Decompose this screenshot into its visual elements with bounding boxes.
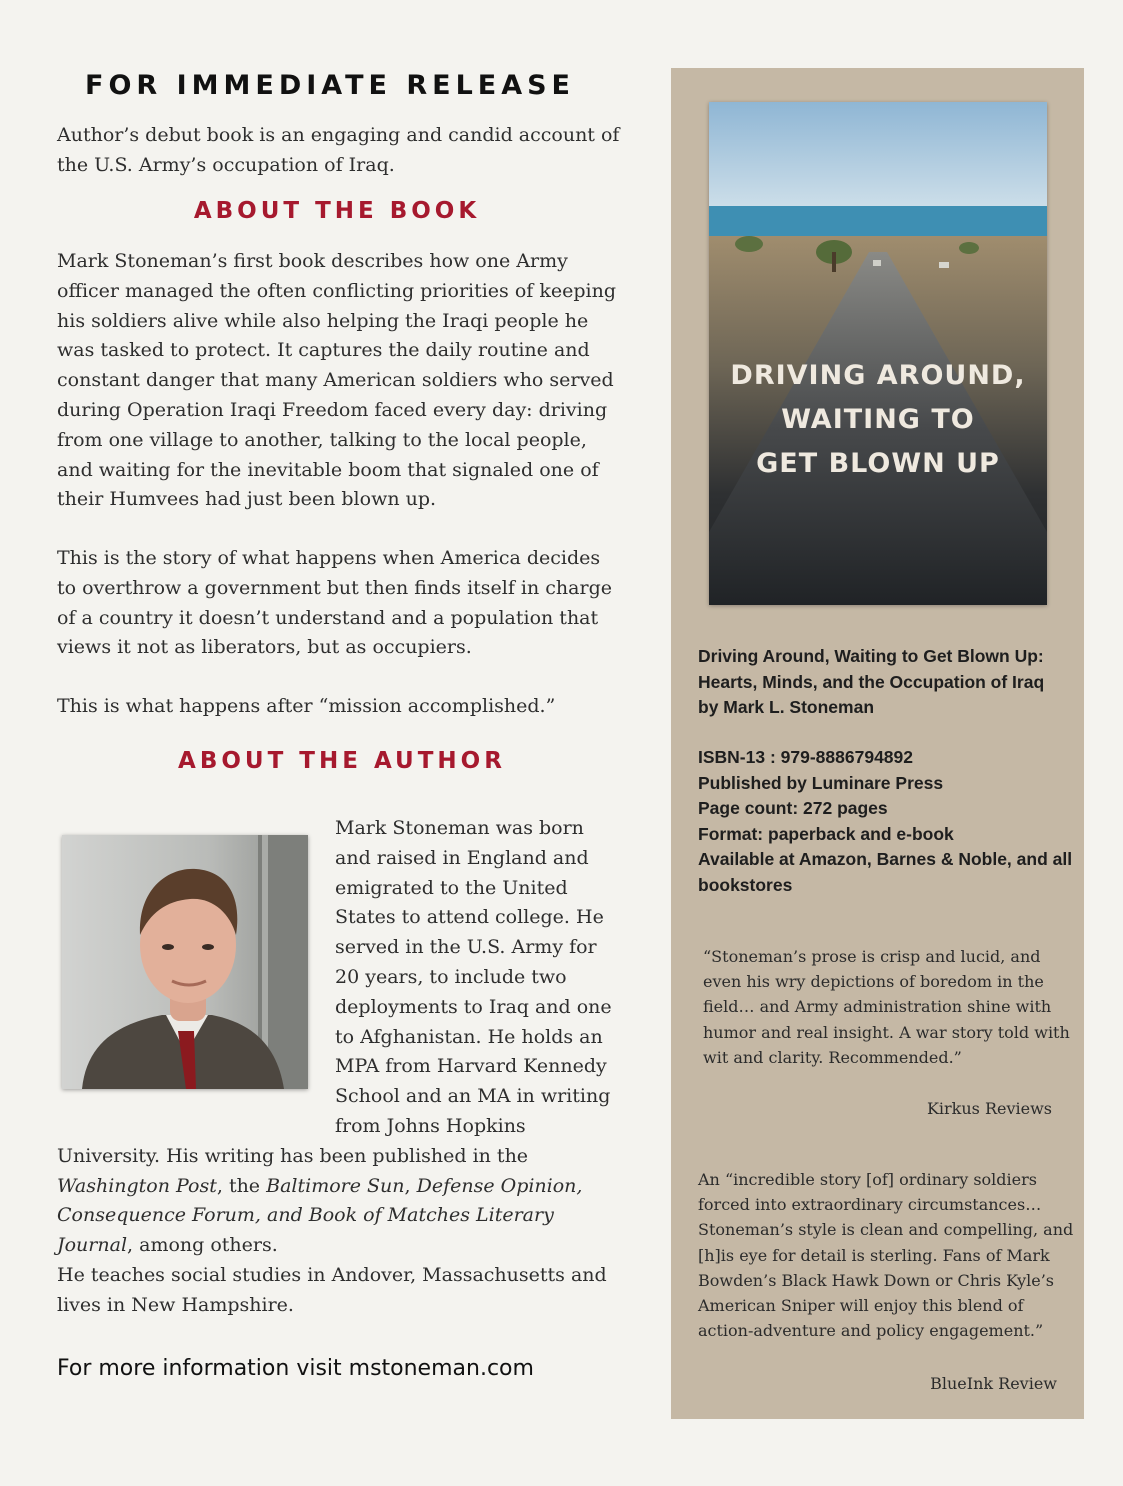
- book-description-paragraph: Mark Stoneman’s first book describes how one Army officer managed the often conflicting priorities of keeping his soldiers alive while also helping the Iraqi people he was tasked to protect. It captures the daily routine and constant danger that many American soldiers who served during Operation Iraqi Freedom faced every day: driving from one village to another, talking to the local people, and waiting for the inevitable boom that signaled one of their Humvees had just been blown up.: [57, 250, 616, 511]
- review-quote: An “incredible story [of] ordinary soldiers forced into extraordinary circumstances… Stoneman’s style is clean and compelling, and [h]is eye for detail is sterling. Fans of Mark Bowden’s Black Hawk Down or Chris Kyle’s American Sniper will enjoy this blend of action-adventure and policy engagement.”: [698, 1170, 1074, 1341]
- author-bio-text: , the: [216, 1174, 267, 1197]
- review-source: Kirkus Reviews: [926, 1099, 1052, 1118]
- page-count: Page count: 272 pages: [698, 798, 888, 818]
- availability: Available at Amazon, Barnes & Noble, and all bookstores: [698, 849, 1073, 895]
- about-author-heading: ABOUT THE AUTHOR: [178, 748, 506, 774]
- tagline: Author’s debut book is an engaging and candid account of the U.S. Army’s occupation of Iraq.: [57, 124, 620, 176]
- book-specs: [698, 745, 1078, 898]
- review-quote: “Stoneman’s prose is crisp and lucid, and even his wry depictions of boredom in the field… and Army administration shine with humor and real insight. A war story told with wit and clarity. Recommended.”: [703, 947, 1070, 1067]
- author-bio-text: ,: [404, 1174, 417, 1197]
- book-story-paragraph: This is the story of what happens when America decides to overthrow a government but then finds itself in charge of a country it doesn’t understand and a population that views it not as liberators, but as occupiers.: [57, 547, 612, 659]
- format: Format: paperback and e-book: [698, 823, 954, 844]
- book-cover: [709, 102, 1047, 605]
- publication-name: Defense Opinion, Consequence Forum, and Book of Matches Literary Journal: [57, 1174, 583, 1257]
- publication-name: Washington Post: [57, 1174, 217, 1197]
- book-closing-paragraph: This is what happens after “mission accomplished.”: [57, 695, 556, 717]
- book-byline: by Mark L. Stoneman: [698, 697, 875, 717]
- cover-title-line: DRIVING AROUND,: [730, 360, 1026, 391]
- publisher: Published by Luminare Press: [698, 772, 944, 793]
- book-title-line: Hearts, Minds, and the Occupation of Iraq: [698, 671, 1045, 692]
- about-book-heading: ABOUT THE BOOK: [193, 198, 481, 224]
- isbn: ISBN-13 : 979-8886794892: [698, 747, 914, 767]
- author-bio-text: Mark Stoneman was born and raised in England and emigrated to the United States to attend college. He served in the U.S. Army for 20 years, to include two deployments to Iraq and one to Afghanistan. He holds an MPA from Harvard Kennedy School and an MA in writing from Johns Hopkins University. His writing has been published in the: [57, 817, 612, 1167]
- cover-title-line: GET BLOWN UP: [756, 448, 1000, 479]
- author-photo: [62, 835, 308, 1089]
- cover-title-line: WAITING TO: [781, 404, 975, 435]
- more-info-link[interactable]: For more information visit mstoneman.com: [57, 1356, 534, 1381]
- book-title-line: Driving Around, Waiting to Get Blown Up:: [698, 646, 1044, 666]
- book-title-block: [698, 644, 1078, 721]
- publication-name: Baltimore Sun: [266, 1174, 405, 1197]
- review-source: BlueInk Review: [930, 1374, 1057, 1393]
- release-heading: FOR IMMEDIATE RELEASE: [85, 70, 576, 101]
- author-bio-text: , among others.: [127, 1234, 278, 1257]
- author-location-paragraph: He teaches social studies in Andover, Massachusetts and lives in New Hampshire.: [57, 1264, 607, 1316]
